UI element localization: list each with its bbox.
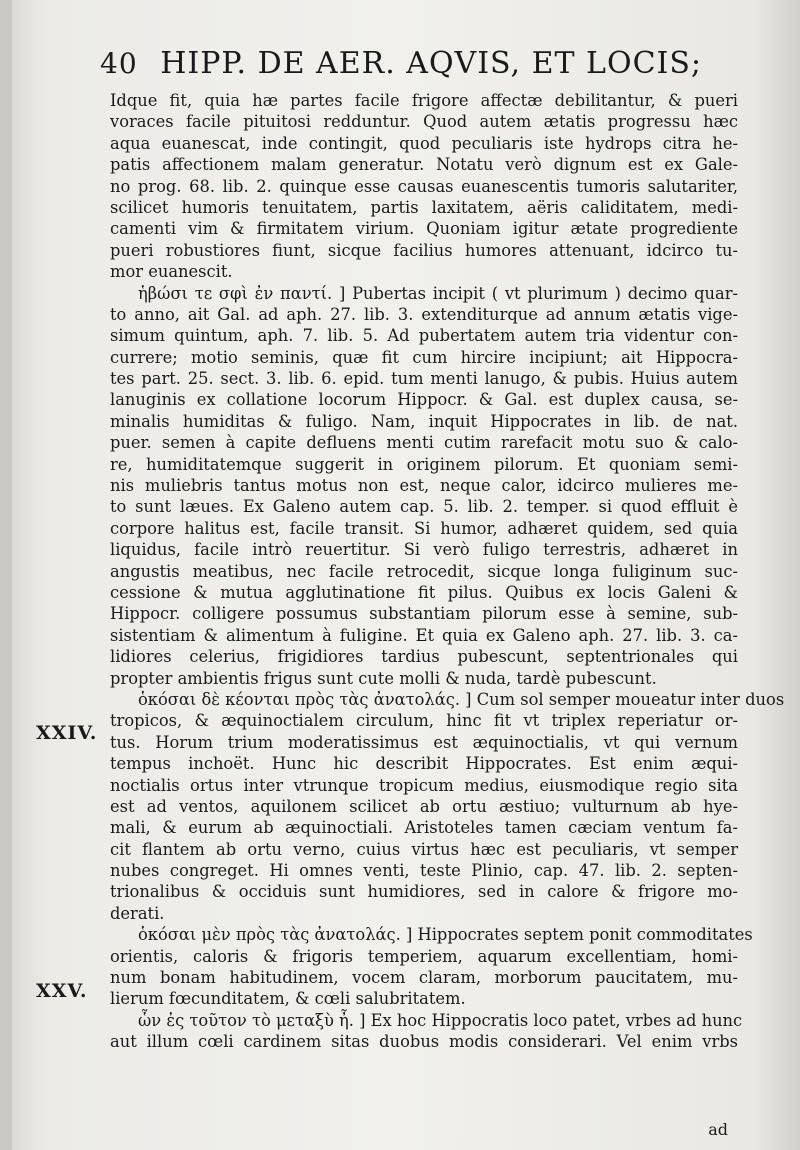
text-line: camenti vim & firmitatem virium. Quoniam igitur ætate progrediente bbox=[110, 219, 738, 239]
text-line: nubes congreget. Hi omnes venti, teste Plinio, cap. 47. lib. 2. septen- bbox=[110, 861, 738, 881]
catchword: ad bbox=[708, 1120, 728, 1139]
text-line: tes part. 25. sect. 3. lib. 6. epid. tum menti lanugo, & pubis. Huius autem bbox=[110, 369, 738, 389]
text-line: angustis meatibus, nec facile retrocedit, sicque longa fuliginum suc- bbox=[110, 561, 738, 581]
text-line: to anno, ait Gal. ad aph. 27. lib. 3. extenditurque ad annum ætatis vige- bbox=[110, 304, 738, 324]
text-body bbox=[110, 90, 785, 1053]
text-line: minalis humiditas & fuligo. Nam, inquit Hippocrates in lib. de nat. bbox=[110, 411, 738, 431]
text-line: tempus inchoët. Hunc hic describit Hippocrates. Est enim æqui- bbox=[110, 754, 738, 774]
text-line: Hippocr. colligere possumus substantiam pilorum esse à semine, sub- bbox=[110, 604, 738, 624]
text-line: noctialis ortus inter vtrunque tropicum medius, eiusmodique regio sita bbox=[110, 775, 738, 795]
text-line: aqua euanescat, inde contingit, quod peculiaris iste hydrops citra he- bbox=[110, 133, 738, 153]
text-line: voraces facile pituitosi redduntur. Quod autem ætatis progressu hæc bbox=[110, 112, 738, 132]
text-line: re, humiditatemque suggerit in originem pilorum. Et quoniam semi- bbox=[110, 454, 738, 474]
text-line: ὁκόσαι δὲ κέονται πρὸς τὰς ἀνατολάς. ] Cum sol semper moueatur inter duos bbox=[138, 689, 785, 709]
text-line: derati. bbox=[110, 903, 165, 923]
text-line: ὧν ἐς τοῦτον τὸ μεταξὺ ἦ. ] Ex hoc Hippocratis loco patet, vrbes ad hunc bbox=[138, 1010, 743, 1030]
page-header bbox=[100, 46, 703, 81]
running-title: HIPP. DE AER. AQVIS, ET LOCIS; bbox=[160, 46, 703, 81]
margin-label-xxv: XXV. bbox=[36, 980, 88, 1002]
text-line: sistentiam & alimentum à fuligine. Et quia ex Galeno aph. 27. lib. 3. ca- bbox=[110, 625, 738, 645]
text-line: ἡβώσι τε σφὶ ἐν παντί. ] Pubertas incipit ( vt plurimum ) decimo quar- bbox=[138, 283, 738, 303]
text-line: liquidus, facile intrò reuertitur. Si verò fuligo terrestris, adhæret in bbox=[110, 540, 738, 560]
text-line: no prog. 68. lib. 2. quinque esse causas euanescentis tumoris salutariter, bbox=[110, 176, 738, 196]
text-line: corpore halitus est, facile transit. Si humor, adhæret quidem, sed quia bbox=[110, 518, 738, 538]
text-line: currere; motio seminis, quæ fit cum hircire incipiunt; ait Hippocra- bbox=[110, 347, 738, 367]
text-line: simum quintum, aph. 7. lib. 5. Ad pubertatem autem tria videntur con- bbox=[110, 326, 738, 346]
margin-label-xxiv: XXIV. bbox=[36, 722, 98, 744]
text-line: num bonam habitudinem, vocem claram, morborum paucitatem, mu- bbox=[110, 968, 738, 988]
page-number: 40 bbox=[100, 47, 138, 80]
binding-shadow bbox=[0, 0, 12, 1150]
text-line: lidiores celerius, frigidiores tardius pubescunt, septentrionales qui bbox=[110, 647, 738, 667]
text-line: cit flantem ab ortu verno, cuius virtus hæc est peculiaris, vt semper bbox=[110, 839, 738, 859]
text-line: nis muliebris tantus motus non est, neque calor, idcirco mulieres me- bbox=[110, 476, 738, 496]
text-line: cessione & mutua agglutinatione fit pilus. Quibus ex locis Galeni & bbox=[110, 582, 738, 602]
text-line: lanuginis ex collatione locorum Hippocr. & Gal. est duplex causa, se- bbox=[110, 390, 738, 410]
text-line: pueri robustiores fiunt, sicque facilius humores attenuant, idcirco tu- bbox=[110, 240, 738, 260]
text-line: scilicet humoris tenuitatem, partis laxitatem, aëris caliditatem, medi- bbox=[110, 197, 738, 217]
text-line: propter ambientis frigus sunt cute molli & nuda, tardè pubescunt. bbox=[110, 668, 657, 688]
text-line: trionalibus & occiduis sunt humidiores, sed in calore & frigore mo- bbox=[110, 882, 738, 902]
text-line: mor euanescit. bbox=[110, 262, 233, 282]
text-line: orientis, caloris & frigoris temperiem, aquarum excellentiam, homi- bbox=[110, 946, 738, 966]
text-line: ὁκόσαι μὲν πρὸς τὰς ἀνατολάς. ] Hippocrates septem ponit commoditates bbox=[138, 925, 753, 945]
text-line: tus. Horum trium moderatissimus est æquinoctialis, vt qui vernum bbox=[110, 732, 738, 752]
text-line: Idque fit, quia hæ partes facile frigore affectæ debilitantur, & pueri bbox=[110, 91, 738, 110]
text-line: to sunt læues. Ex Galeno autem cap. 5. lib. 2. temper. si quod effluit è bbox=[110, 497, 738, 517]
text-line: mali, & eurum ab æquinoctiali. Aristoteles tamen cæciam ventum fa- bbox=[110, 818, 738, 838]
text-line: tropicos, & æquinoctialem circulum, hinc fit vt triplex reperiatur or- bbox=[110, 711, 738, 731]
text-line: aut illum cœli cardinem sitas duobus modis considerari. Vel enim vrbs bbox=[110, 1032, 738, 1052]
text-line: patis affectionem malam generatur. Notatu verò dignum est ex Gale- bbox=[110, 155, 738, 175]
text-line: lierum fœcunditatem, & cœli salubritatem. bbox=[110, 989, 466, 1009]
text-line: puer. semen à capite defluens menti cutim rarefacit motu suo & calo- bbox=[110, 433, 738, 453]
text-line: est ad ventos, aquilonem scilicet ab ortu æstiuo; vulturnum ab hye- bbox=[110, 796, 738, 816]
